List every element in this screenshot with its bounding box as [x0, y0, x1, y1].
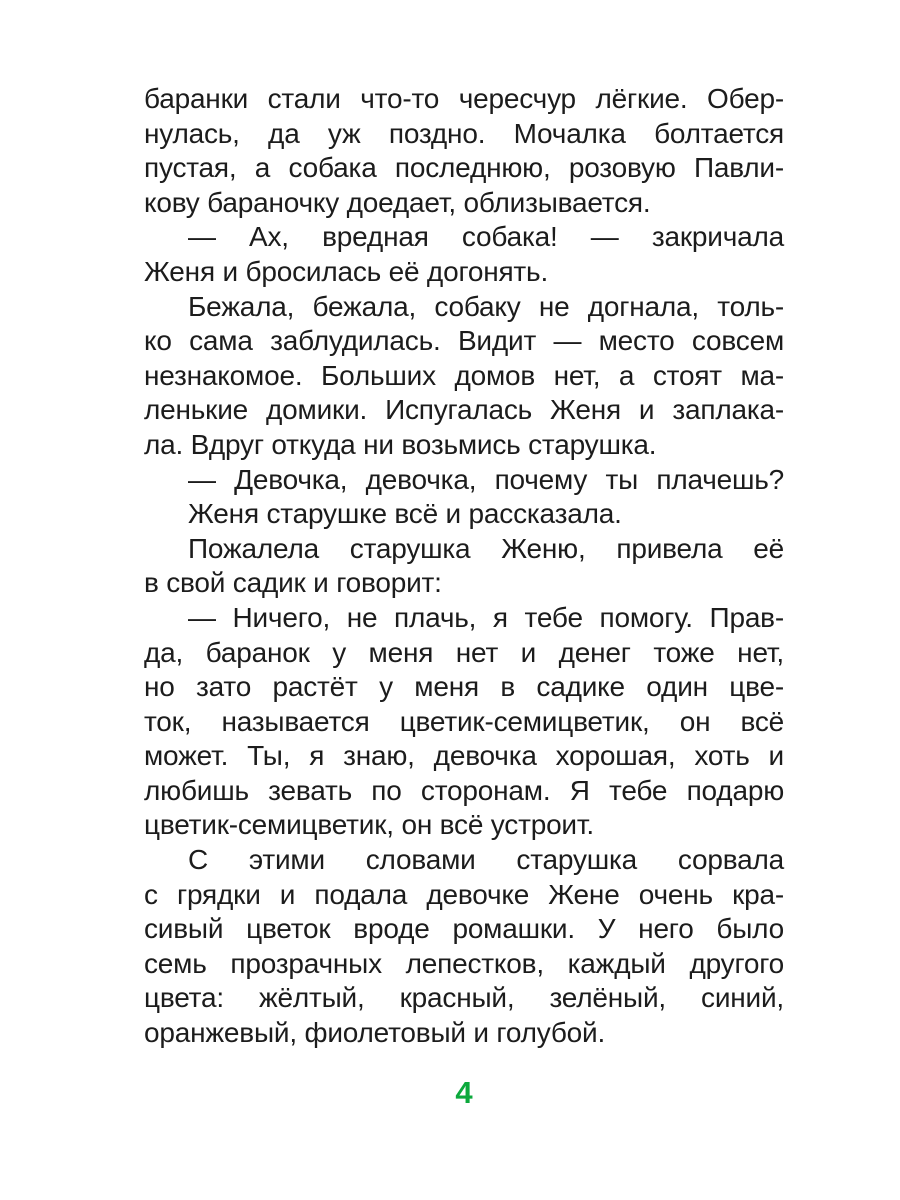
text-line: ла. Вдруг откуда ни возьмись старушка. — [144, 428, 657, 460]
text-line: да, баранок у меня нет и денег тоже нет, — [144, 636, 784, 668]
text-line: — Ничего, не плачь, я тебе помогу. Прав- — [188, 601, 784, 633]
text-line: незнакомое. Больших домов нет, а стоят ма- — [144, 359, 784, 391]
text-line: Женя и бросилась её догонять. — [144, 255, 549, 287]
text-line: Женя старушке всё и рассказала. — [188, 498, 622, 530]
text-line: цветик-семицветик, он всё устроит. — [144, 809, 594, 841]
text-line: может. Ты, я знаю, девочка хорошая, хоть и — [144, 740, 784, 772]
text-line: ток, называется цветик-семицветик, он всё — [144, 705, 784, 737]
text-line: сивый цветок вроде ромашки. У него было — [144, 913, 784, 945]
text-line: ко сама заблудилась. Видит — место совсем — [144, 325, 784, 357]
text-line: семь прозрачных лепестков, каждый другого — [144, 947, 784, 979]
text-line: оранжевый, фиолетовый и голубой. — [144, 1017, 606, 1049]
text-line: ленькие домики. Испугалась Женя и заплака- — [144, 394, 784, 426]
text-line: но зато растёт у меня в садике один цве- — [144, 671, 784, 703]
text-line: кову бараночку доедает, облизывается. — [144, 186, 651, 218]
text-line: любишь зевать по сторонам. Я тебе подарю — [144, 774, 784, 806]
text-line: баранки стали что-то чересчур лёгкие. Обер- — [144, 83, 784, 114]
text-line: — Девочка, девочка, почему ты плачешь? — [188, 463, 784, 495]
text-line: С этими словами старушка сорвала — [188, 844, 784, 876]
text-line: в свой садик и говорит: — [144, 567, 442, 599]
text-line: цвета: жёлтый, красный, зелёный, синий, — [144, 982, 784, 1014]
text-line: Бежала, бежала, собаку не догнала, толь- — [188, 290, 784, 322]
text-line: с грядки и подала девочке Жене очень кра- — [144, 878, 784, 910]
text-line: пустая, а собака последнюю, розовую Павли- — [144, 152, 784, 184]
text-line: Пожалела старушка Женю, привела её — [188, 532, 784, 564]
text-line: нулась, да уж поздно. Мочалка болтается — [144, 117, 784, 149]
page-number: 4 — [455, 1075, 473, 1110]
text-line: — Ах, вредная собака! — закричала — [188, 221, 784, 253]
page-text — [144, 82, 784, 1051]
